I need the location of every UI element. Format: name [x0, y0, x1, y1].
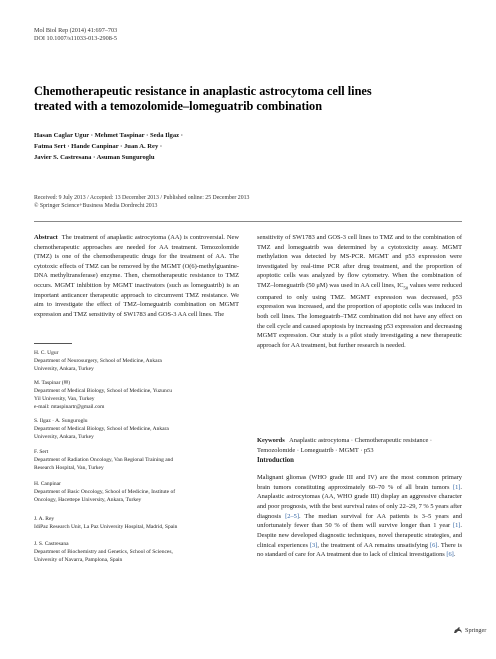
affiliation-sert — [34, 449, 239, 473]
authors-line-2: Fatma Sert · Hande Canpinar · Juan A. Rey · — [34, 143, 163, 150]
journal-citation: Mol Biol Rep (2014) 41:697–703 — [34, 27, 118, 34]
affiliation-line: Oncology, Hacettepe University, Ankara, Turkey — [34, 496, 142, 503]
affiliation-name: H. C. Ugur — [34, 350, 59, 356]
springer-horse-icon — [453, 626, 463, 634]
authors-line-1: Hasan Caglar Ugur · Mehmet Taspinar · Seda Ilgaz · — [34, 132, 183, 139]
reference-link[interactable]: [6] — [446, 551, 454, 559]
affiliation-line: University, Ankara, Turkey — [34, 365, 94, 372]
affiliation-name: J. S. Castresana — [34, 541, 69, 547]
affiliation-rey — [34, 516, 239, 532]
email-link[interactable]: e-mail: mtaspinartr@gmail.com — [34, 403, 105, 410]
affiliation-name: J. A. Rey — [34, 516, 55, 522]
intro-text: . Anaplastic astrocytomas (AA, WHO grade III) display an aggressive character and poor prognosis, with the best survival rates of only 22–29, 7 % 5 years after diagnosis — [257, 483, 462, 520]
ic50-subscript: 50 — [403, 285, 409, 291]
intro-text: , the treatment of AA remains unsatisfying — [317, 541, 430, 549]
intro-text: . There is no standard of care for AA treatment due to lack of clinical investigations — [257, 541, 462, 559]
title-line-1: Chemotherapeutic resistance in anaplastic astrocytoma cell lines — [34, 84, 372, 98]
affiliation-line: University of Navarra, Pamplona, Spain — [34, 556, 123, 563]
authors-line-3: Javier S. Castresana · Asuman Sunguroglu — [34, 154, 155, 161]
publisher-footer — [453, 626, 486, 634]
affiliation-line: Department of Radiation Oncology, Van Regional Training and — [34, 456, 174, 463]
intro-text: . Despite new developed diagnostic techniques, novel therapeutic strategies, and clinical experiences — [257, 522, 462, 549]
affiliation-name: S. Ilgaz · A. Sunguroglu — [34, 418, 88, 424]
affiliation-line: Department of Neurosurgery, School of Medicine, Ankara — [34, 357, 162, 364]
affiliation-ugur — [34, 350, 239, 374]
page-title — [34, 84, 464, 113]
reference-link[interactable]: [1] — [452, 522, 461, 530]
reference-link[interactable]: [3] — [309, 541, 318, 549]
springer-label: Springer — [465, 626, 487, 634]
keywords-label: Keywords — [257, 437, 285, 444]
affiliation-name: M. Taspinar (✉) — [34, 380, 71, 386]
abstract-text-right-a: sensitivity of SW1783 and GOS-3 cell lines to TMZ and to the combination of TMZ and lomeguatrib was determined by a cytotoxicity assay. MGMT methylation was detected by MS-PCR. MGMT and p53 expression were investigated by real-time PCR after drug treatment, and the proportion of apoptotic cells was analyzed by flow cytometry. When the combination of TMZ–lomeguatrib (50 μM) was used in AA cell lines, IC — [257, 234, 462, 289]
reference-link[interactable]: [1] — [452, 483, 461, 491]
abstract-right — [257, 233, 462, 350]
affiliation-line: Research Hospital, Van, Turkey — [34, 464, 104, 471]
journal-header — [34, 27, 117, 44]
reference-link[interactable]: [2–5] — [285, 512, 299, 520]
copyright-line: © Springer Science+Business Media Dordrecht 2013 — [34, 203, 158, 209]
affiliation-line: University, Ankara, Turkey — [34, 433, 94, 440]
affiliation-ilgaz-sunguroglu — [34, 418, 239, 442]
affiliation-line: IdiPaz Research Unit, La Paz University Hospital, Madrid, Spain — [34, 523, 178, 530]
introduction-heading: Introduction — [257, 457, 294, 464]
affiliation-line: Yil University, Van, Turkey — [34, 395, 95, 402]
introduction-text — [257, 473, 462, 560]
affiliation-canpinar — [34, 481, 239, 505]
abstract-text-right-b: values were reduced compared to only using TMZ. MGMT expression was decreased, p53 expression was increased, and the proportion of apoptotic cells was induced in both cell lines. The lomeguatrib–TMZ combination did not have any effect on the cell cycle and caused apoptosis by increasing p53 expression and decreasing MGMT expression. Our study is a pilot study investigating a new therapeutic approach for AA treatment, but further research is needed. — [257, 281, 462, 349]
title-line-2: treated with a temozolomide–lomeguatrib combination — [34, 98, 323, 113]
affiliation-taspinar — [34, 380, 239, 412]
affiliation-line: Department of Medical Biology, School of Medicine, Ankara — [34, 425, 169, 432]
abstract-label: Abstract — [34, 234, 58, 241]
abstract-text-left: The treatment of anaplastic astrocytoma (AA) is controversial. New chemotherapeutic approaches are needed for AA treatment. Temozolomide (TMZ) is one of the chemotherapeutic drugs for the treatment of AA. The cytotoxic effects of TMZ can be removed by the MGMT (O(6)-methylguanine-DNA methyltransferase) enzyme. Then, chemotherapeutic resistance to TMZ occurs. MGMT inhibition by MGMT inactivators (such as lomeguatrib) is an important anticancer therapeutic approach to circumvent TMZ resistance. We aim to investigate the effect of TMZ–lomeguatrib combination on MGMT expression and TMZ sensitivity of SW1783 and GOS-3 AA cell lines. The — [34, 234, 239, 318]
reference-link[interactable]: [6] — [429, 541, 438, 549]
keywords-text: Anaplastic astrocytoma · Chemotherapeutic resistance · Temozolomide · Lomeguatrib · MGMT · p53 — [257, 437, 433, 454]
author-list — [34, 130, 454, 163]
abstract-left — [34, 233, 239, 319]
doi[interactable]: DOI 10.1007/s11033-013-2908-5 — [34, 35, 117, 43]
keywords — [257, 436, 462, 455]
publication-dates — [34, 194, 249, 210]
affiliation-line: Department of Medical Biology, School of Medicine, Yuzuncu — [34, 387, 172, 394]
divider — [34, 221, 462, 222]
intro-text: Malignant gliomas (WHO grade III and IV) are the most common primary brain tumors constituting approximately 60–70 % of all brain tumors — [257, 474, 462, 491]
affiliation-line: Department of Basic Oncology, School of Medicine, Institute of — [34, 488, 176, 495]
received-line: Received: 9 July 2013 / Accepted: 13 December 2013 / Published online: 25 December 2013 — [34, 195, 250, 201]
affiliation-line: Department of Biochemistry and Genetics, School of Sciences, — [34, 548, 173, 555]
affiliation-castresana — [34, 541, 239, 565]
affiliation-name: F. Sert — [34, 449, 49, 455]
affiliation-name: H. Canpinar — [34, 481, 61, 487]
intro-text: . The median survival for AA patients is 3–5 years and unfortunately fewer than 50 % of them will survive longer than 1 year — [257, 512, 462, 530]
affiliation-divider — [34, 343, 72, 344]
intro-text: . — [453, 551, 456, 559]
